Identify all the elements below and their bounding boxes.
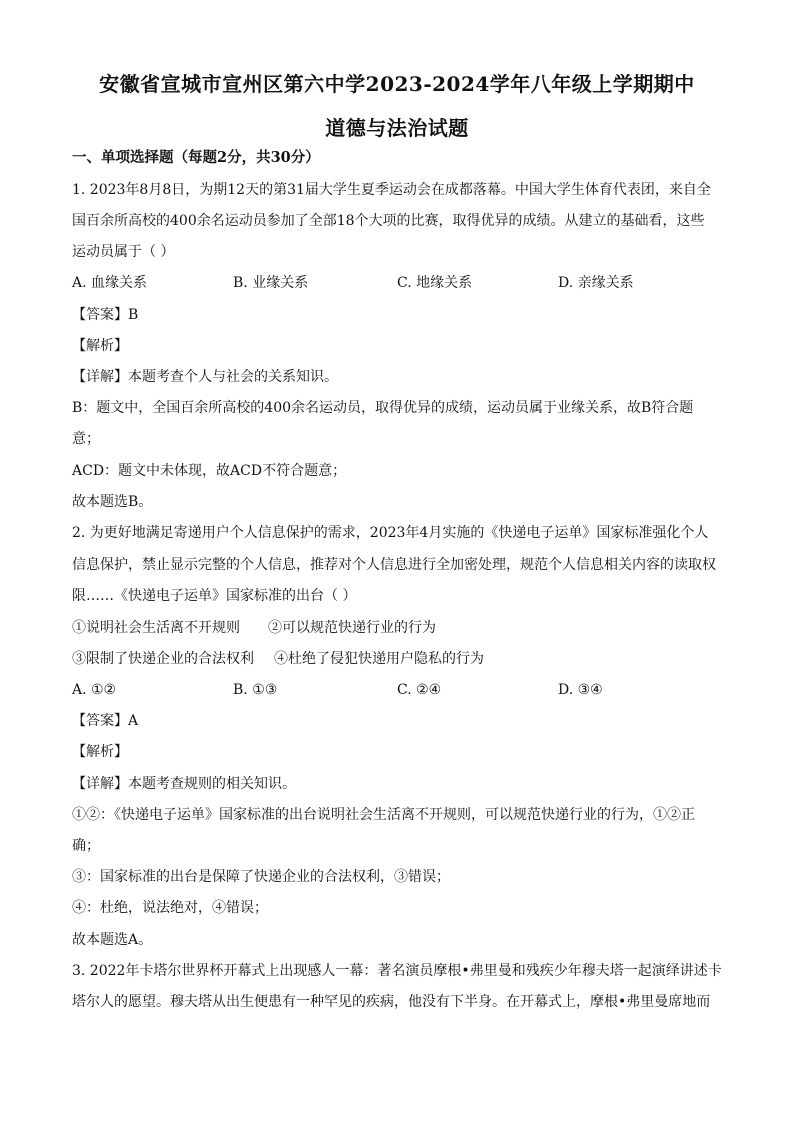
section-heading: 一、单项选择题（每题2分，共30分）: [72, 149, 320, 166]
q2-explanation-line-2: 确；: [72, 838, 100, 854]
q2-answer: 【答案】A: [72, 713, 139, 729]
q1-answer: 【答案】B: [72, 307, 139, 323]
q1-stem-line-3: 运动员属于（ ）: [72, 244, 175, 260]
q2-analysis-label: 【解析】: [72, 744, 128, 760]
q1-detail: 【详解】本题考查个人与社会的关系知识。: [72, 369, 338, 385]
q2-options: [72, 680, 722, 700]
q2-stem-line-2: 信息保护，禁止显示完整的个人信息，推荐对个人信息进行全加密处理，规范个人信息相关内容的读取权: [72, 557, 716, 573]
q2-stem-line-3: 限……《快递电子运单》国家标准的出台（ ）: [72, 588, 357, 604]
q1-explanation-line-3: ACD：题文中未体现，故ACD不符合题意；: [72, 463, 347, 479]
q2-statement-1: ①说明社会生活离不开规则: [72, 620, 240, 636]
q1-option-d: D. 亲缘关系: [558, 275, 634, 291]
q2-statement-2: ②可以规范快递行业的行为: [268, 620, 436, 636]
q2-statement-3: ③限制了快递企业的合法权利: [72, 651, 254, 667]
q2-statements-row-2: [72, 649, 722, 669]
q2-explanation-line-4: ④：杜绝，说法绝对，④错误；: [72, 900, 268, 916]
q2-stem-line-1: 2. 为更好地满足寄递用户个人信息保护的需求，2023年4月实施的《快递电子运单》国家标准强化个人: [72, 525, 709, 541]
q1-options: [72, 273, 722, 293]
q1-conclusion: 故本题选B。: [72, 494, 153, 510]
q2-option-b: B. ①③: [233, 682, 278, 698]
q2-explanation-line-3: ③：国家标准的出台是保障了快递企业的合法权利，③错误；: [72, 869, 450, 885]
q3-stem-line-2: 塔尔人的愿望。穆夫塔从出生便患有一种罕见的疾病，他没有下半身。在开幕式上，摩根•弗里曼席地而: [72, 994, 711, 1010]
q1-option-a: A. 血缘关系: [72, 275, 148, 291]
q2-detail: 【详解】本题考查规则的相关知识。: [72, 776, 296, 792]
q1-stem-line-1: 1. 2023年8月8日，为期12天的第31届大学生夏季运动会在成都落幕。中国大学生体育代表团，来自全: [72, 182, 711, 198]
q2-option-d: D. ③④: [558, 682, 603, 698]
q1-explanation-line-2: 意；: [72, 431, 100, 447]
q2-statements-row-1: [72, 618, 722, 638]
document-title: 安徽省宣城市宣州区第六中学2023-2024学年八年级上学期期中: [99, 72, 695, 96]
q3-stem-line-1: 3. 2022年卡塔尔世界杯开幕式上出现感人一幕：著名演员摩根•弗里曼和残疾少年穆夫塔一起演绎讲述卡: [72, 963, 722, 979]
document-subtitle: 道德与法治试题: [325, 116, 469, 140]
q1-stem-line-2: 国百余所高校的400余名运动员参加了全部18个大项的比赛，取得优异的成绩。从建立的基础看，这些: [72, 213, 705, 229]
q2-explanation-line-1: ①②：《快递电子运单》国家标准的出台说明社会生活离不开规则，可以规范快递行业的行为，①②正: [72, 807, 695, 823]
q2-statement-4: ④杜绝了侵犯快递用户隐私的行为: [274, 651, 484, 667]
q2-conclusion: 故本题选A。: [72, 932, 153, 948]
q2-option-c: C. ②④: [397, 682, 442, 698]
q2-option-a: A. ①②: [72, 682, 117, 698]
q1-option-b: B. 业缘关系: [233, 275, 309, 291]
q1-explanation-line-1: B：题文中，全国百余所高校的400余名运动员，取得优异的成绩，运动员属于业缘关系，故B符合题: [72, 400, 694, 416]
q1-option-c: C. 地缘关系: [397, 275, 473, 291]
q1-analysis-label: 【解析】: [72, 338, 128, 354]
